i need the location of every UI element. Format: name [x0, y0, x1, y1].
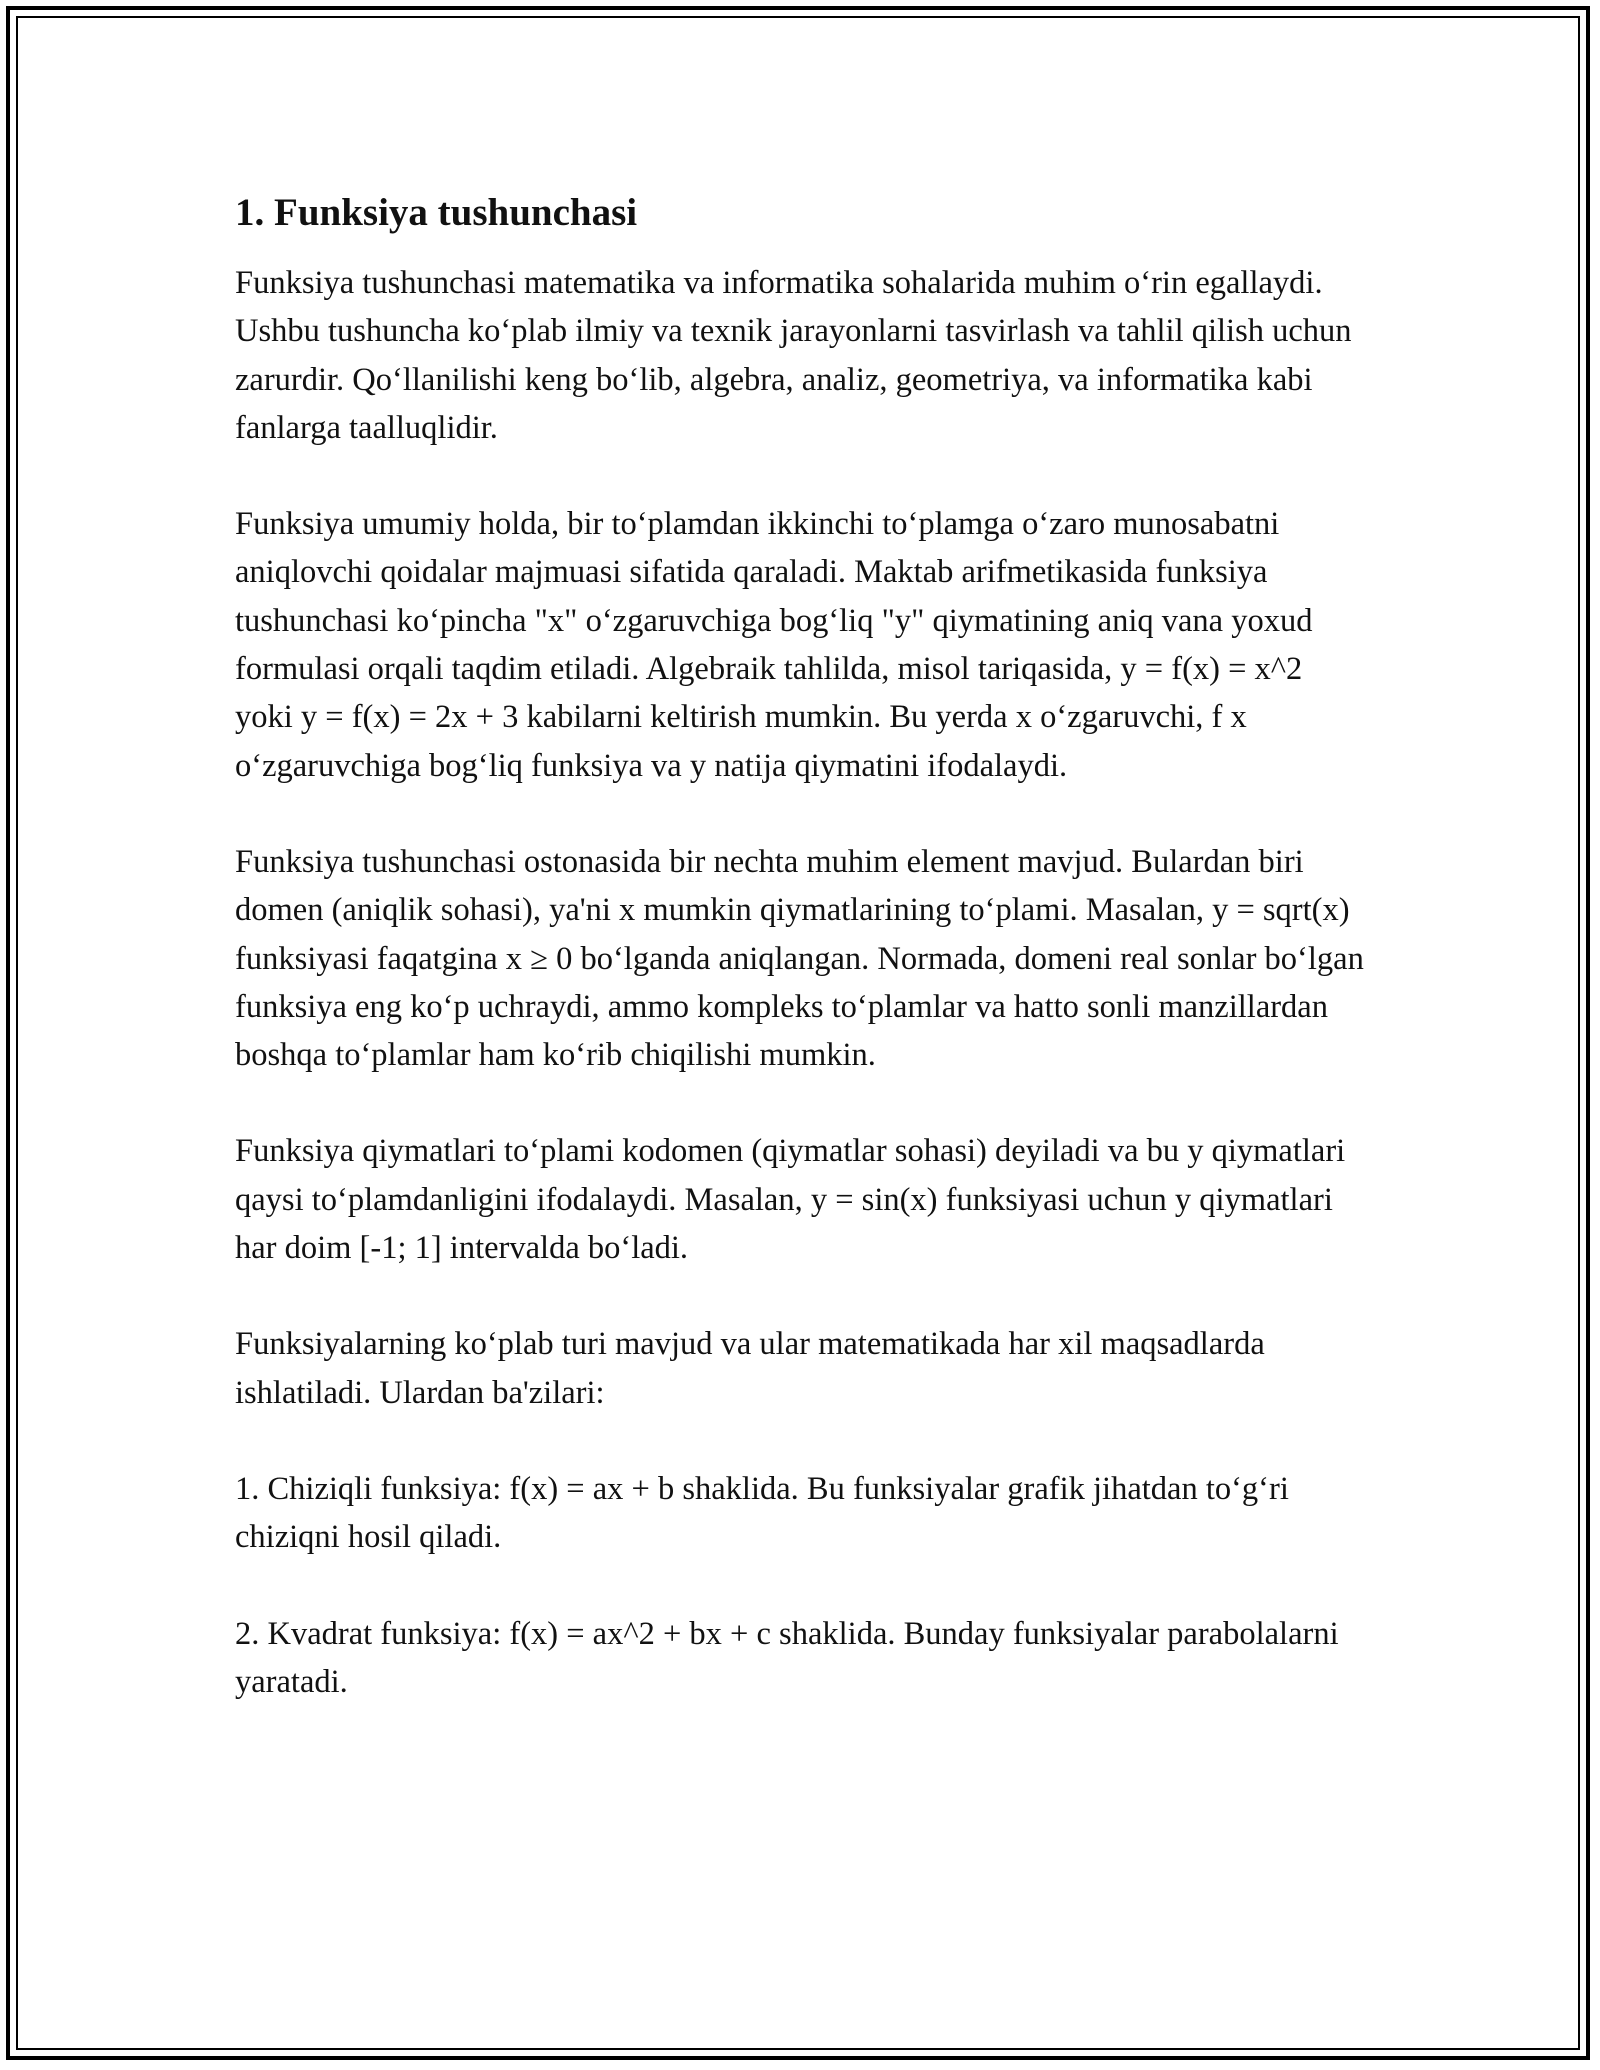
paragraph-general-definition: Funksiya umumiy holda, bir to‘plamdan ikkinchi to‘plamga o‘zaro munosabatni aniqlovchi qoidalar majmuasi sifatida qaraladi. Maktab arifmetikasida funksiya tushunchasi ko‘pincha "x" o‘zgaruvchiga bog‘liq "y" qiymatining aniq vana yoxud formulasi orqali taqdim etiladi. Algebraik tahlilda, misol tariqasida, y = f(x) = x^2 yoki y = f(x) = 2x + 3 kabilarni keltirish mumkin. Bu yerda x o‘zgaruvchi, f x o‘zgaruvchiga bog‘liq funksiya va y natija qiymatini ifodalaydi. — [235, 506, 1313, 784]
paragraph-intro: Funksiya tushunchasi matematika va informatika sohalarida muhim o‘rin egallaydi. Ushbu tushuncha ko‘plab ilmiy va texnik jarayonlarni tasvirlash va tahlil qilish uchun zarurdir. Qo‘llanilishi keng bo‘lib, algebra, analiz, geometriya, va informatika kabi fanlarga taalluqlidir. — [235, 265, 1352, 446]
paragraph-domain: Funksiya tushunchasi ostonasida bir nechta muhim element mavjud. Bulardan biri domen (aniqlik sohasi), ya'ni x mumkin qiymatlarining to‘plami. Masalan, y = sqrt(x) funksiyasi faqatgina x ≥ 0 bo‘lganda aniqlangan. Normada, domeni real sonlar bo‘lgan funksiya eng ko‘p uchraydi, ammo kompleks to‘plamlar va hatto sonli manzillardan boshqa to‘plamlar ham ko‘rib chiqilishi mumkin. — [235, 843, 1364, 1074]
list-item-quadratic-function: 2. Kvadrat funksiya: f(x) = ax^2 + bx + c shaklida. Bunday funksiyalar parabolalarni yaratadi. — [235, 1615, 1339, 1700]
document-body — [235, 185, 1365, 1754]
paragraph-function-types: Funksiyalarning ko‘plab turi mavjud va ular matematikada har xil maqsadlarda ishlatiladi. Ulardan ba'zilari: — [235, 1326, 1265, 1411]
list-item-linear-function: 1. Chiziqli funksiya: f(x) = ax + b shaklida. Bu funksiyalar grafik jihatdan to‘g‘ri chiziqni hosil qiladi. — [235, 1470, 1289, 1556]
section-heading: 1. Funksiya tushunchasi — [235, 191, 638, 234]
paragraph-codomain: Funksiya qiymatlari to‘plami kodomen (qiymatlar sohasi) deyiladi va bu y qiymatlari qaysi to‘plamdanligini ifodalaydi. Masalan, y = sin(x) funksiyasi uchun y qiymatlari har doim [-1; 1] intervalda bo‘ladi. — [235, 1133, 1346, 1267]
